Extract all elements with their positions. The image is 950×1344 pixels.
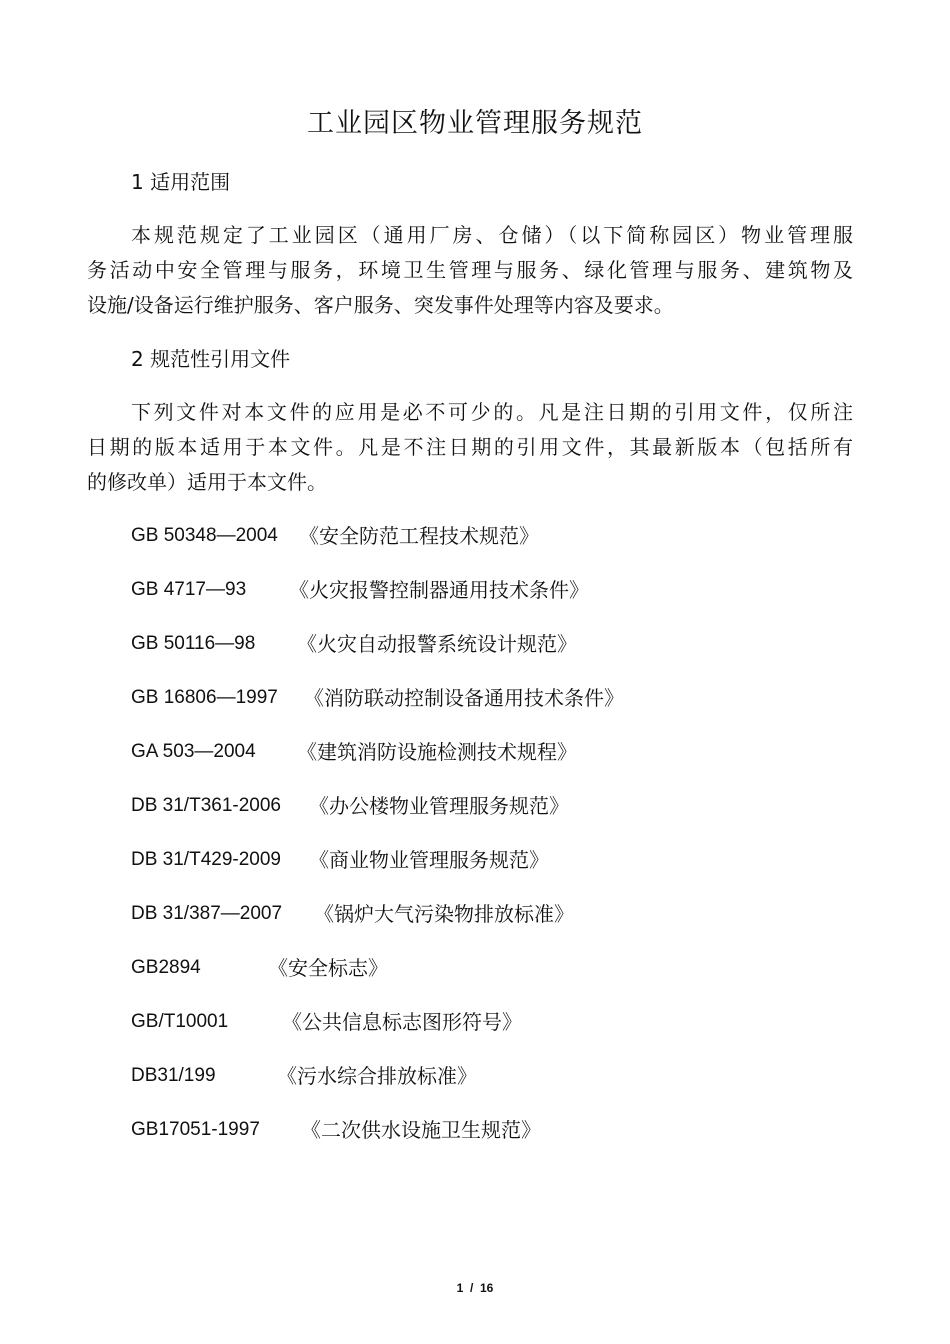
reference-title: 《安全防范工程技术规范》 [299, 524, 539, 548]
paragraph-line: 本规范规定了工业园区（通用厂房、仓储）（以下简称园区）物业管理服 [131, 223, 853, 247]
reference-code: DB 31/387—2007 [131, 903, 283, 924]
reference-code: GB 50348—2004 [131, 525, 278, 546]
reference-code: GB 50116—98 [131, 633, 256, 654]
reference-title: 《公共信息标志图形符号》 [282, 1010, 522, 1034]
reference-code: GB 16806—1997 [131, 687, 278, 708]
section-heading-scope: 1 适用范围 [131, 170, 231, 194]
paragraph-normative-references [87, 395, 853, 500]
paragraph-line: 务活动中安全管理与服务，环境卫生管理与服务、绿化管理与服务、建筑物及 [87, 258, 853, 282]
reference-code: GA 503—2004 [131, 741, 256, 762]
reference-title: 《安全标志》 [268, 956, 388, 980]
reference-code: GB2894 [131, 957, 201, 978]
reference-title: 《办公楼物业管理服务规范》 [309, 794, 569, 818]
reference-title: 《商业物业管理服务规范》 [309, 848, 549, 872]
reference-title: 《建筑消防设施检测技术规程》 [297, 740, 577, 764]
reference-title: 《火灾自动报警系统设计规范》 [297, 632, 577, 656]
paragraph-scope [87, 218, 853, 323]
reference-code: GB17051-1997 [131, 1119, 260, 1140]
reference-title: 《二次供水设施卫生规范》 [301, 1118, 541, 1142]
paragraph-line: 日期的版本适用于本文件。凡是不注日期的引用文件，其最新版本（包括所有 [87, 435, 853, 459]
reference-code: DB 31/T361-2006 [131, 795, 281, 816]
reference-title: 《火灾报警控制器通用技术条件》 [289, 578, 589, 602]
reference-code: DB31/199 [131, 1065, 216, 1086]
reference-title: 《污水综合排放标准》 [277, 1064, 477, 1088]
reference-code: DB 31/T429-2009 [131, 849, 281, 870]
reference-code: GB/T10001 [131, 1011, 229, 1032]
reference-title: 《消防联动控制设备通用技术条件》 [304, 686, 624, 710]
page-number: 1 / 16 [456, 1281, 494, 1295]
reference-code: GB 4717—93 [131, 579, 247, 600]
section-heading-normative-references: 2 规范性引用文件 [131, 347, 291, 371]
paragraph-line: 的修改单）适用于本文件。 [87, 470, 327, 494]
reference-title: 《锅炉大气污染物排放标准》 [314, 902, 574, 926]
paragraph-line: 下列文件对本文件的应用是必不可少的。凡是注日期的引用文件，仅所注 [131, 400, 853, 424]
paragraph-line: 设施/设备运行维护服务、客户服务、突发事件处理等内容及要求。 [87, 293, 674, 317]
document-title: 工业园区物业管理服务规范 [307, 108, 643, 139]
